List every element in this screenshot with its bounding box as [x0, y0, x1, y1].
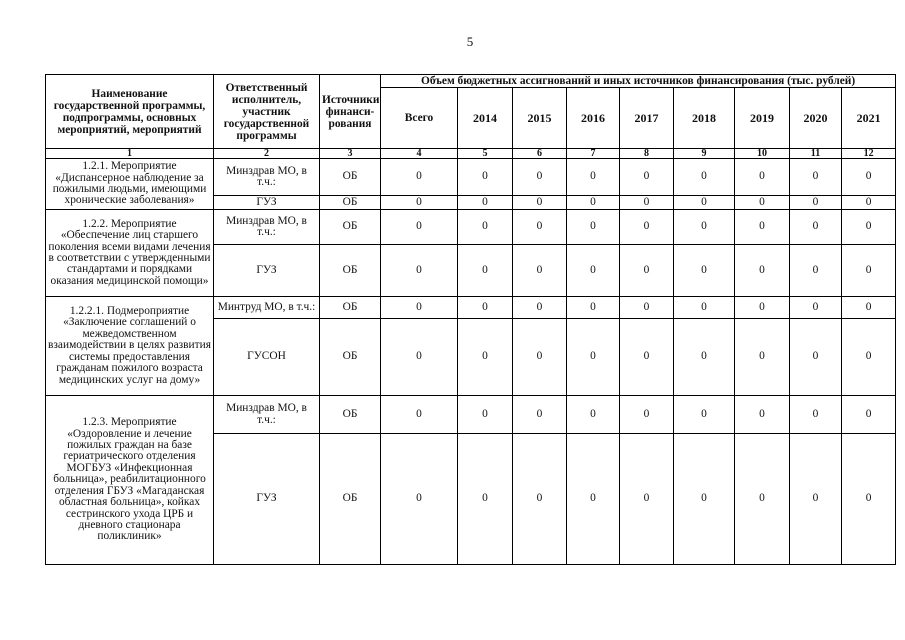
column-number: 5 — [458, 149, 513, 159]
value-cell: 0 — [842, 196, 896, 210]
value-cell: 0 — [842, 297, 896, 319]
header-year-2018: 2018 — [674, 88, 735, 149]
executor-cell: Минздрав МО, в т.ч.: — [214, 210, 320, 245]
value-cell: 0 — [735, 245, 790, 297]
value-cell: 0 — [842, 210, 896, 245]
value-cell: 0 — [567, 159, 620, 196]
header-year-2016: 2016 — [567, 88, 620, 149]
executor-cell: Минздрав МО, в т.ч.: — [214, 396, 320, 434]
value-cell: 0 — [620, 319, 674, 396]
value-cell: 0 — [735, 434, 790, 565]
value-cell: 0 — [790, 319, 842, 396]
value-cell: 0 — [513, 245, 567, 297]
value-cell: 0 — [790, 159, 842, 196]
column-number: 9 — [674, 149, 735, 159]
value-cell: 0 — [674, 396, 735, 434]
value-cell: 0 — [790, 434, 842, 565]
program-activity-name: 1.2.2. Мероприятие «Обеспечение лиц старшего поколения всеми видами лечения в соответствии с утвержденными стандартами и порядками оказания медицинской помощи» — [46, 210, 214, 297]
value-cell: 0 — [513, 210, 567, 245]
value-cell: 0 — [620, 245, 674, 297]
value-cell: 0 — [458, 210, 513, 245]
table-row — [46, 297, 896, 319]
value-cell: 0 — [790, 245, 842, 297]
value-cell: 0 — [620, 196, 674, 210]
value-cell: 0 — [735, 396, 790, 434]
value-cell: 0 — [674, 210, 735, 245]
executor-cell: ГУЗ — [214, 196, 320, 210]
value-cell: 0 — [674, 159, 735, 196]
header-name: Наименование государственной программы, подпрограммы, основных мероприятий, мероприятий — [46, 75, 214, 149]
value-cell: 0 — [567, 396, 620, 434]
program-activity-name: 1.2.3. Мероприятие «Оздоровление и лечение пожилых граждан на базе гериатрического отделения МОГБУЗ «Инфекционная больница», реабилитационного отделения ГБУЗ «Магаданская областная больница», койках сестринского ухода ЦРБ и дневного стационара поликлиник» — [46, 396, 214, 565]
column-number: 11 — [790, 149, 842, 159]
column-number: 10 — [735, 149, 790, 159]
value-cell: 0 — [381, 297, 458, 319]
executor-cell: ГУСОН — [214, 319, 320, 396]
source-cell: ОБ — [320, 196, 381, 210]
value-cell: 0 — [567, 297, 620, 319]
value-cell: 0 — [790, 210, 842, 245]
table-row — [46, 159, 896, 196]
value-cell: 0 — [674, 245, 735, 297]
header-year-2015: 2015 — [513, 88, 567, 149]
column-number: 12 — [842, 149, 896, 159]
column-number: 3 — [320, 149, 381, 159]
executor-cell: Минтруд МО, в т.ч.: — [214, 297, 320, 319]
value-cell: 0 — [458, 434, 513, 565]
executor-cell: Минздрав МО, в т.ч.: — [214, 159, 320, 196]
header-volume: Объем бюджетных ассигнований и иных источников финансирования (тыс. рублей) — [381, 75, 896, 88]
value-cell: 0 — [735, 210, 790, 245]
value-cell: 0 — [513, 159, 567, 196]
header-executor: Ответственный исполнитель, участник государственной программы — [214, 75, 320, 149]
source-cell: ОБ — [320, 159, 381, 196]
value-cell: 0 — [567, 319, 620, 396]
page-number: 5 — [466, 34, 474, 49]
column-number: 6 — [513, 149, 567, 159]
value-cell: 0 — [458, 159, 513, 196]
value-cell: 0 — [735, 159, 790, 196]
header-year-2021: 2021 — [842, 88, 896, 149]
value-cell: 0 — [735, 297, 790, 319]
header-year-2020: 2020 — [790, 88, 842, 149]
value-cell: 0 — [513, 396, 567, 434]
source-cell: ОБ — [320, 396, 381, 434]
value-cell: 0 — [513, 196, 567, 210]
value-cell: 0 — [458, 396, 513, 434]
value-cell: 0 — [567, 434, 620, 565]
source-cell: ОБ — [320, 319, 381, 396]
value-cell: 0 — [735, 319, 790, 396]
value-cell: 0 — [674, 434, 735, 565]
value-cell: 0 — [567, 196, 620, 210]
value-cell: 0 — [790, 196, 842, 210]
header-year-2014: 2014 — [458, 88, 513, 149]
header-total: Всего — [381, 88, 458, 149]
header-source: Источники финанси-рования — [320, 75, 381, 149]
value-cell: 0 — [842, 396, 896, 434]
column-number: 4 — [381, 149, 458, 159]
value-cell: 0 — [674, 297, 735, 319]
value-cell: 0 — [620, 159, 674, 196]
executor-cell: ГУЗ — [214, 434, 320, 565]
value-cell: 0 — [842, 159, 896, 196]
column-number: 2 — [214, 149, 320, 159]
value-cell: 0 — [381, 319, 458, 396]
executor-cell: ГУЗ — [214, 245, 320, 297]
column-number: 8 — [620, 149, 674, 159]
program-activity-name: 1.2.2.1. Подмероприятие «Заключение соглашений о межведомственном взаимодействии в целях развития системы предоставления гражданам пожилого возраста медицинских услуг на дому» — [46, 297, 214, 396]
value-cell: 0 — [674, 196, 735, 210]
column-number: 7 — [567, 149, 620, 159]
value-cell: 0 — [381, 159, 458, 196]
value-cell: 0 — [381, 196, 458, 210]
value-cell: 0 — [735, 196, 790, 210]
value-cell: 0 — [458, 245, 513, 297]
value-cell: 0 — [842, 319, 896, 396]
value-cell: 0 — [620, 210, 674, 245]
column-number: 1 — [46, 149, 214, 159]
value-cell: 0 — [620, 297, 674, 319]
column-number-row — [46, 149, 896, 159]
value-cell: 0 — [513, 319, 567, 396]
value-cell: 0 — [458, 319, 513, 396]
source-cell: ОБ — [320, 434, 381, 565]
header-year-2019: 2019 — [735, 88, 790, 149]
table-row — [46, 210, 896, 245]
value-cell: 0 — [674, 319, 735, 396]
value-cell: 0 — [381, 210, 458, 245]
value-cell: 0 — [842, 434, 896, 565]
value-cell: 0 — [513, 297, 567, 319]
value-cell: 0 — [567, 245, 620, 297]
value-cell: 0 — [458, 297, 513, 319]
value-cell: 0 — [381, 245, 458, 297]
source-cell: ОБ — [320, 210, 381, 245]
value-cell: 0 — [381, 434, 458, 565]
source-cell: ОБ — [320, 297, 381, 319]
program-activity-name: 1.2.1. Мероприятие «Диспансерное наблюдение за пожилыми людьми, имеющими хронические заболевания» — [46, 159, 214, 210]
budget-allocation-table — [45, 74, 896, 565]
value-cell: 0 — [790, 396, 842, 434]
value-cell: 0 — [790, 297, 842, 319]
header-year-2017: 2017 — [620, 88, 674, 149]
value-cell: 0 — [381, 396, 458, 434]
value-cell: 0 — [842, 245, 896, 297]
value-cell: 0 — [567, 210, 620, 245]
source-cell: ОБ — [320, 245, 381, 297]
value-cell: 0 — [620, 396, 674, 434]
value-cell: 0 — [458, 196, 513, 210]
value-cell: 0 — [513, 434, 567, 565]
value-cell: 0 — [620, 434, 674, 565]
table-row — [46, 396, 896, 434]
